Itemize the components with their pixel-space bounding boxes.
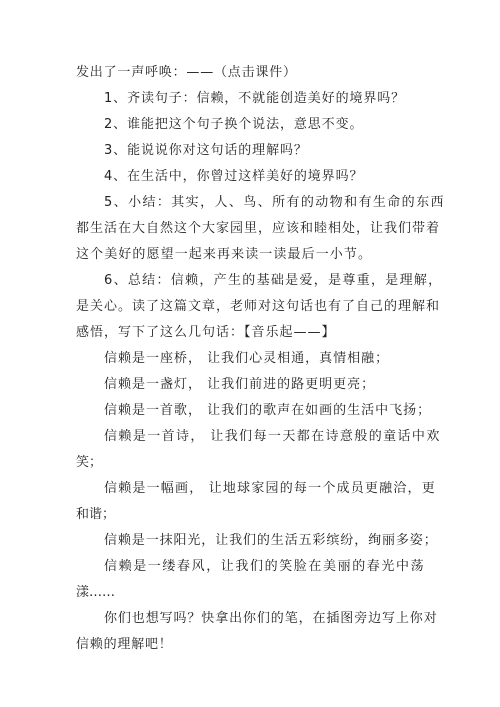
text-line: 笑； — [76, 455, 103, 470]
text-line: 这个美好的愿望一起来再来读一读最后一小节。 — [76, 247, 373, 262]
text-line: 是关心。读了这篇文章，老师对这句话也有了自己的理解和 — [76, 299, 441, 314]
text-line: 信赖是一抹阳光，让我们的生活五彩缤纷，绚丽多姿； — [104, 533, 438, 548]
text-line: 和谐； — [76, 507, 116, 522]
text-line: 4、在生活中，你曾过这样美好的境界吗？ — [104, 169, 364, 184]
text-line: 信赖是一首歌， 让我们的歌声在如画的生活中飞扬； — [104, 403, 432, 418]
text-line: 信赖是一座桥， 让我们心灵相通，真情相融； — [104, 351, 390, 366]
text-line: 都生活在大自然这个大家园里，应该和睦相处，让我们带着 — [76, 221, 441, 236]
text-line: 发出了一声呼唤：——（点击课件） — [76, 65, 297, 80]
text-line: 信赖是一幅画， 让地球家园的每一个成员更融洽，更 — [104, 481, 436, 496]
text-line: 信赖是一首诗， 让我们每一天都在诗意般的童话中欢 — [104, 429, 441, 444]
text-line: 信赖是一盏灯， 让我们前进的路更明更亮； — [104, 377, 376, 392]
text-line: 你们也想写吗？快拿出你们的笔，在插图旁边写上你对 — [104, 611, 438, 626]
text-line: 6、总结：信赖，产生的基础是爱，是尊重，是理解， — [104, 273, 443, 288]
text-line: 5、小结：其实，人、鸟、所有的动物和有生命的东西 — [104, 195, 445, 210]
text-line: 信赖的理解吧！ — [76, 637, 173, 652]
text-line: 漾…… — [76, 585, 116, 600]
text-line: 感悟，写下了这么几句话：【音乐起——】 — [76, 325, 336, 340]
text-line: 信赖是一缕春风，让我们的笑脸在美丽的春光中荡 — [104, 559, 426, 574]
text-line: 3、能说说你对这句话的理解吗？ — [104, 143, 308, 158]
text-line: 2、谁能把这个句子换个说法，意思不变。 — [104, 117, 364, 132]
text-line: 1、齐读句子：信赖，不就能创造美好的境界吗？ — [104, 91, 406, 106]
